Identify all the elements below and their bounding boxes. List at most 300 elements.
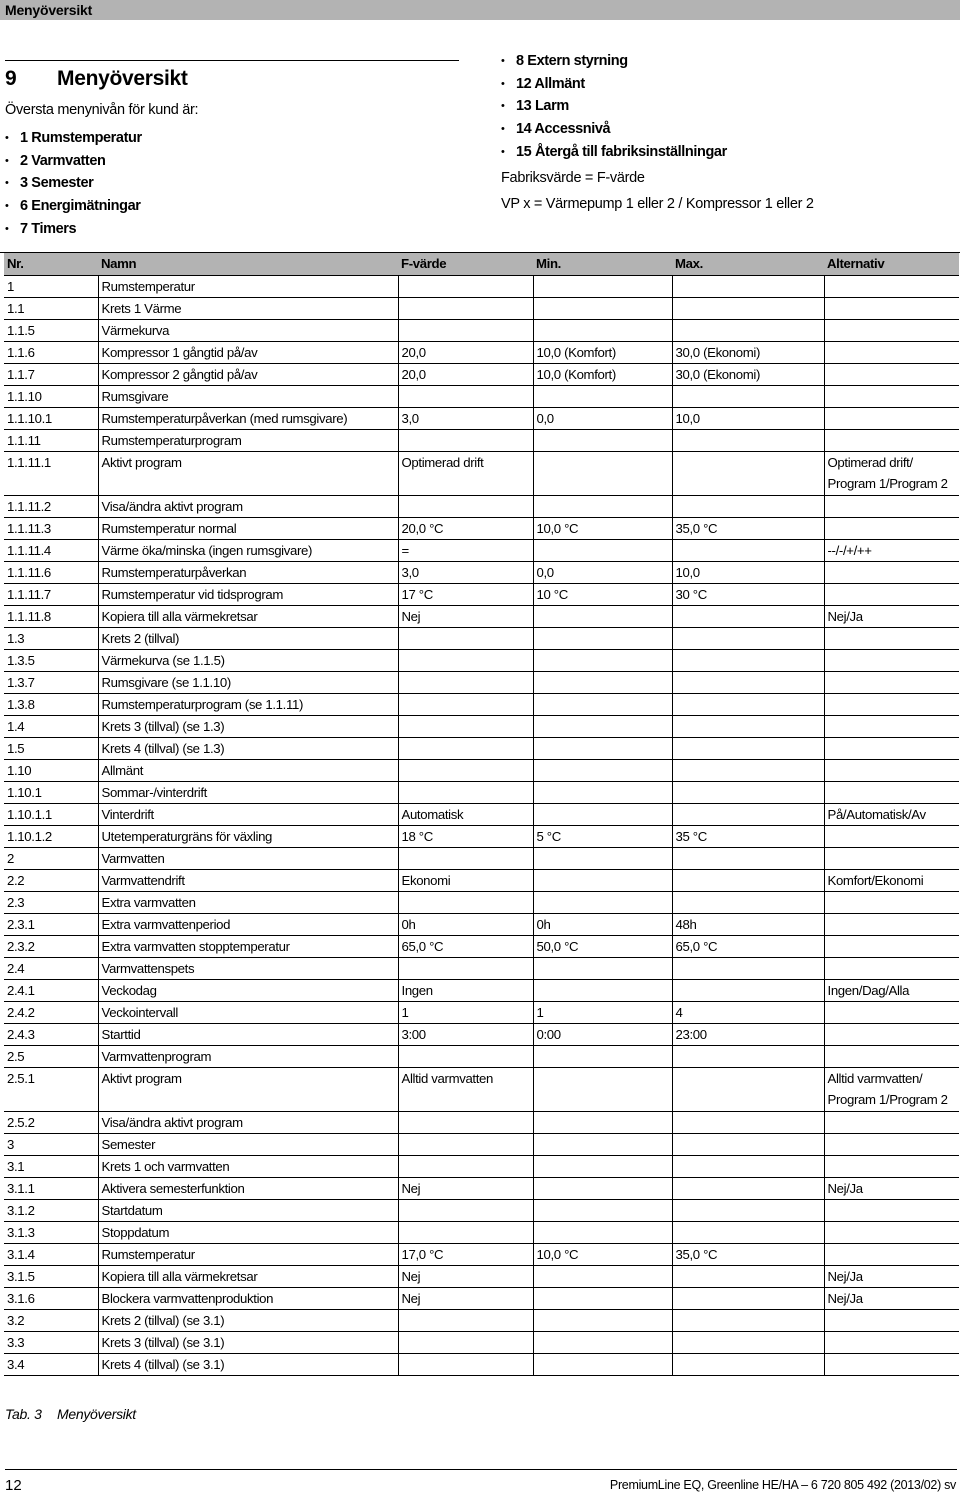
col-header-namn: Namn <box>98 253 398 276</box>
table-row <box>4 628 959 650</box>
cell-alternativ: Optimerad drift/ Program 1/Program 2 <box>824 452 959 496</box>
table-row <box>4 650 959 672</box>
cell-fvarde <box>398 738 533 760</box>
cell-max <box>672 1134 824 1156</box>
cell-max <box>672 958 824 980</box>
cell-max: 48h <box>672 914 824 936</box>
cell-nr: 1.1.11.2 <box>4 496 98 518</box>
cell-max <box>672 540 824 562</box>
col-header-min: Min. <box>533 253 672 276</box>
cell-namn: Värmekurva <box>98 320 398 342</box>
cell-fvarde <box>398 760 533 782</box>
menu-table <box>4 253 959 1376</box>
top-menu-list-right <box>501 50 727 163</box>
table-header-row <box>4 253 959 276</box>
table-row <box>4 584 959 606</box>
cell-max <box>672 694 824 716</box>
cell-min: 10,0 °C <box>533 1244 672 1266</box>
cell-max <box>672 1288 824 1310</box>
cell-max <box>672 782 824 804</box>
cell-min <box>533 716 672 738</box>
cell-alternativ <box>824 386 959 408</box>
cell-max <box>672 1046 824 1068</box>
cell-alternativ: Nej/Ja <box>824 1288 959 1310</box>
top-menu-left-item: • 3 Semester <box>5 172 142 195</box>
table-row <box>4 386 959 408</box>
cell-namn: Allmänt <box>98 760 398 782</box>
footer-rule <box>5 1469 957 1470</box>
cell-namn: Kompressor 2 gångtid på/av <box>98 364 398 386</box>
cell-min <box>533 1288 672 1310</box>
table-row <box>4 892 959 914</box>
cell-max: 30 °C <box>672 584 824 606</box>
cell-max: 35 °C <box>672 826 824 848</box>
cell-fvarde <box>398 1112 533 1134</box>
cell-fvarde: 17 °C <box>398 584 533 606</box>
cell-namn: Utetemperaturgräns för växling <box>98 826 398 848</box>
cell-max: 10,0 <box>672 408 824 430</box>
cell-namn: Semester <box>98 1134 398 1156</box>
cell-min <box>533 386 672 408</box>
cell-nr: 1.1.10.1 <box>4 408 98 430</box>
cell-max <box>672 298 824 320</box>
heading-rule-left <box>5 60 459 61</box>
cell-min <box>533 1156 672 1178</box>
top-menu-list-left <box>5 127 142 240</box>
cell-max <box>672 870 824 892</box>
cell-alternativ <box>824 694 959 716</box>
cell-min <box>533 1112 672 1134</box>
cell-max <box>672 1178 824 1200</box>
cell-nr: 3 <box>4 1134 98 1156</box>
cell-alternativ <box>824 1222 959 1244</box>
cell-fvarde: Nej <box>398 606 533 628</box>
cell-fvarde: 0h <box>398 914 533 936</box>
cell-namn: Värme öka/minska (ingen rumsgivare) <box>98 540 398 562</box>
cell-min <box>533 1134 672 1156</box>
cell-nr: 1.10.1.2 <box>4 826 98 848</box>
table-row <box>4 518 959 540</box>
cell-nr: 1.10 <box>4 760 98 782</box>
cell-namn: Krets 4 (tillval) (se 3.1) <box>98 1354 398 1376</box>
cell-alternativ <box>824 1332 959 1354</box>
table-row <box>4 1112 959 1134</box>
cell-namn: Rumsgivare <box>98 386 398 408</box>
cell-alternativ <box>824 936 959 958</box>
cell-min <box>533 628 672 650</box>
top-menu-right-item: • 13 Larm <box>501 95 727 118</box>
cell-nr: 1.10.1 <box>4 782 98 804</box>
cell-max <box>672 496 824 518</box>
cell-nr: 1.1.11.4 <box>4 540 98 562</box>
cell-namn: Extra varmvatten stopptemperatur <box>98 936 398 958</box>
cell-min: 0:00 <box>533 1024 672 1046</box>
cell-max <box>672 892 824 914</box>
cell-alternativ <box>824 518 959 540</box>
cell-nr: 1.1 <box>4 298 98 320</box>
cell-namn: Starttid <box>98 1024 398 1046</box>
table-row <box>4 1222 959 1244</box>
top-menu-left-item: • 7 Timers <box>5 218 142 241</box>
cell-alternativ <box>824 628 959 650</box>
cell-nr: 2.4.2 <box>4 1002 98 1024</box>
table-row <box>4 606 959 628</box>
cell-max <box>672 650 824 672</box>
table-row <box>4 914 959 936</box>
cell-fvarde <box>398 1046 533 1068</box>
cell-alternativ <box>824 1002 959 1024</box>
cell-fvarde <box>398 1310 533 1332</box>
cell-fvarde: 17,0 °C <box>398 1244 533 1266</box>
cell-fvarde <box>398 848 533 870</box>
table-row <box>4 408 959 430</box>
cell-min <box>533 694 672 716</box>
table-row <box>4 562 959 584</box>
cell-max: 35,0 °C <box>672 518 824 540</box>
cell-nr: 1.3.5 <box>4 650 98 672</box>
cell-alternativ: Komfort/Ekonomi <box>824 870 959 892</box>
cell-min <box>533 298 672 320</box>
cell-namn: Extra varmvattenperiod <box>98 914 398 936</box>
cell-alternativ <box>824 738 959 760</box>
cell-alternativ <box>824 584 959 606</box>
cell-namn: Blockera varmvattenproduktion <box>98 1288 398 1310</box>
cell-max <box>672 1112 824 1134</box>
cell-nr: 2.3.2 <box>4 936 98 958</box>
table-row <box>4 716 959 738</box>
cell-alternativ <box>824 892 959 914</box>
cell-alternativ <box>824 1354 959 1376</box>
cell-min: 5 °C <box>533 826 672 848</box>
cell-namn: Veckodag <box>98 980 398 1002</box>
cell-nr: 1.5 <box>4 738 98 760</box>
cell-namn: Aktivt program <box>98 1068 398 1112</box>
cell-namn: Krets 3 (tillval) (se 1.3) <box>98 716 398 738</box>
cell-max <box>672 738 824 760</box>
page-header: Menyöversikt <box>0 0 960 20</box>
table-row <box>4 980 959 1002</box>
cell-nr: 1 <box>4 276 98 298</box>
cell-alternativ <box>824 1244 959 1266</box>
cell-namn: Kompressor 1 gångtid på/av <box>98 342 398 364</box>
cell-min <box>533 430 672 452</box>
cell-min <box>533 1332 672 1354</box>
cell-max <box>672 804 824 826</box>
top-menu-left-item: • 6 Energimätningar <box>5 195 142 218</box>
cell-min: 0h <box>533 914 672 936</box>
cell-fvarde <box>398 430 533 452</box>
cell-namn: Rumstemperatur vid tidsprogram <box>98 584 398 606</box>
cell-fvarde: Automatisk <box>398 804 533 826</box>
cell-alternativ: Ingen/Dag/Alla <box>824 980 959 1002</box>
cell-fvarde <box>398 298 533 320</box>
cell-namn: Krets 2 (tillval) (se 3.1) <box>98 1310 398 1332</box>
caption-text: Menyöversikt <box>57 1406 136 1422</box>
cell-max <box>672 716 824 738</box>
cell-min <box>533 870 672 892</box>
cell-nr: 1.1.5 <box>4 320 98 342</box>
cell-nr: 2.5.1 <box>4 1068 98 1112</box>
cell-min: 0,0 <box>533 408 672 430</box>
table-row <box>4 760 959 782</box>
cell-min: 10,0 (Komfort) <box>533 342 672 364</box>
cell-nr: 3.1.3 <box>4 1222 98 1244</box>
cell-min <box>533 650 672 672</box>
cell-min: 10,0 (Komfort) <box>533 364 672 386</box>
table-row <box>4 804 959 826</box>
cell-alternativ <box>824 848 959 870</box>
table-row <box>4 430 959 452</box>
table-row <box>4 694 959 716</box>
cell-fvarde: = <box>398 540 533 562</box>
cell-namn: Varmvattenspets <box>98 958 398 980</box>
cell-alternativ: På/Automatisk/Av <box>824 804 959 826</box>
table-row <box>4 672 959 694</box>
table-row <box>4 364 959 386</box>
cell-nr: 1.10.1.1 <box>4 804 98 826</box>
cell-fvarde <box>398 628 533 650</box>
cell-min: 10,0 °C <box>533 518 672 540</box>
cell-namn: Varmvattendrift <box>98 870 398 892</box>
cell-nr: 2.3.1 <box>4 914 98 936</box>
table-caption <box>5 1406 136 1422</box>
cell-alternativ <box>824 408 959 430</box>
cell-namn: Aktivera semesterfunktion <box>98 1178 398 1200</box>
cell-alternativ: --/-/+/++ <box>824 540 959 562</box>
cell-min <box>533 1266 672 1288</box>
col-header-max: Max. <box>672 253 824 276</box>
cell-nr: 1.1.11.8 <box>4 606 98 628</box>
table-row <box>4 1046 959 1068</box>
cell-namn: Rumstemperatur <box>98 1244 398 1266</box>
cell-namn: Krets 4 (tillval) (se 1.3) <box>98 738 398 760</box>
cell-max <box>672 606 824 628</box>
cell-fvarde <box>398 782 533 804</box>
table-row <box>4 848 959 870</box>
cell-fvarde: Nej <box>398 1288 533 1310</box>
cell-namn: Rumstemperaturprogram (se 1.1.11) <box>98 694 398 716</box>
cell-alternativ <box>824 430 959 452</box>
cell-alternativ <box>824 672 959 694</box>
cell-max <box>672 1200 824 1222</box>
cell-min <box>533 1178 672 1200</box>
cell-nr: 3.1 <box>4 1156 98 1178</box>
cell-min <box>533 672 672 694</box>
cell-nr: 3.4 <box>4 1354 98 1376</box>
cell-alternativ <box>824 276 959 298</box>
cell-min <box>533 276 672 298</box>
caption-label: Tab. 3 <box>5 1406 42 1422</box>
cell-alternativ: Nej/Ja <box>824 606 959 628</box>
cell-alternativ <box>824 298 959 320</box>
table-row <box>4 496 959 518</box>
cell-alternativ: Nej/Ja <box>824 1266 959 1288</box>
top-menu-right-item: • 8 Extern styrning <box>501 50 727 73</box>
cell-min <box>533 496 672 518</box>
cell-min: 0,0 <box>533 562 672 584</box>
cell-max: 23:00 <box>672 1024 824 1046</box>
cell-min <box>533 1222 672 1244</box>
cell-alternativ <box>824 826 959 848</box>
cell-max <box>672 1156 824 1178</box>
cell-max: 30,0 (Ekonomi) <box>672 364 824 386</box>
cell-namn: Kopiera till alla värmekretsar <box>98 606 398 628</box>
cell-min: 10 °C <box>533 584 672 606</box>
cell-alternativ <box>824 496 959 518</box>
cell-max: 65,0 °C <box>672 936 824 958</box>
cell-min <box>533 892 672 914</box>
cell-nr: 2.4.1 <box>4 980 98 1002</box>
cell-nr: 3.1.4 <box>4 1244 98 1266</box>
col-header-nr: Nr. <box>4 253 98 276</box>
cell-max <box>672 980 824 1002</box>
cell-alternativ <box>824 364 959 386</box>
cell-fvarde <box>398 958 533 980</box>
cell-nr: 3.1.5 <box>4 1266 98 1288</box>
cell-fvarde: 3,0 <box>398 408 533 430</box>
table-row <box>4 298 959 320</box>
cell-nr: 3.1.1 <box>4 1178 98 1200</box>
table-row <box>4 1002 959 1024</box>
cell-max <box>672 760 824 782</box>
cell-min <box>533 738 672 760</box>
cell-fvarde: 3:00 <box>398 1024 533 1046</box>
cell-max <box>672 628 824 650</box>
cell-max <box>672 1310 824 1332</box>
cell-fvarde <box>398 892 533 914</box>
cell-namn: Visa/ändra aktivt program <box>98 496 398 518</box>
cell-max: 30,0 (Ekonomi) <box>672 342 824 364</box>
table-row <box>4 782 959 804</box>
table-row <box>4 320 959 342</box>
cell-fvarde: 18 °C <box>398 826 533 848</box>
cell-alternativ <box>824 1024 959 1046</box>
cell-nr: 3.1.6 <box>4 1288 98 1310</box>
cell-fvarde: Nej <box>398 1266 533 1288</box>
cell-min <box>533 1068 672 1112</box>
cell-min <box>533 1354 672 1376</box>
cell-alternativ: Alltid varmvatten/ Program 1/Program 2 <box>824 1068 959 1112</box>
cell-nr: 1.1.11.6 <box>4 562 98 584</box>
cell-max <box>672 386 824 408</box>
cell-alternativ <box>824 342 959 364</box>
cell-nr: 2.4 <box>4 958 98 980</box>
table-row <box>4 870 959 892</box>
cell-alternativ <box>824 1156 959 1178</box>
cell-namn: Krets 1 Värme <box>98 298 398 320</box>
cell-max: 35,0 °C <box>672 1244 824 1266</box>
table-row <box>4 540 959 562</box>
cell-namn: Krets 1 och varmvatten <box>98 1156 398 1178</box>
cell-fvarde <box>398 716 533 738</box>
cell-nr: 2 <box>4 848 98 870</box>
cell-nr: 2.5 <box>4 1046 98 1068</box>
cell-alternativ: Nej/Ja <box>824 1178 959 1200</box>
cell-fvarde <box>398 320 533 342</box>
cell-alternativ <box>824 716 959 738</box>
cell-nr: 1.1.10 <box>4 386 98 408</box>
cell-fvarde <box>398 386 533 408</box>
cell-nr: 1.1.6 <box>4 342 98 364</box>
cell-max <box>672 672 824 694</box>
chapter-title: Menyöversikt <box>57 67 188 90</box>
cell-namn: Kopiera till alla värmekretsar <box>98 1266 398 1288</box>
cell-namn: Rumstemperaturprogram <box>98 430 398 452</box>
cell-alternativ <box>824 320 959 342</box>
cell-fvarde: Optimerad drift <box>398 452 533 496</box>
cell-fvarde <box>398 276 533 298</box>
table-row <box>4 1244 959 1266</box>
table-row <box>4 1068 959 1112</box>
cell-fvarde: 3,0 <box>398 562 533 584</box>
top-menu-left-item: • 2 Varmvatten <box>5 150 142 173</box>
cell-alternativ <box>824 1112 959 1134</box>
cell-max <box>672 452 824 496</box>
cell-min: 1 <box>533 1002 672 1024</box>
cell-alternativ <box>824 914 959 936</box>
table-row <box>4 1288 959 1310</box>
cell-min <box>533 848 672 870</box>
cell-nr: 2.2 <box>4 870 98 892</box>
cell-namn: Krets 3 (tillval) (se 3.1) <box>98 1332 398 1354</box>
table-row <box>4 936 959 958</box>
cell-nr: 2.4.3 <box>4 1024 98 1046</box>
cell-namn: Stoppdatum <box>98 1222 398 1244</box>
cell-nr: 1.3.7 <box>4 672 98 694</box>
cell-max: 10,0 <box>672 562 824 584</box>
cell-nr: 1.1.11.3 <box>4 518 98 540</box>
cell-namn: Varmvattenprogram <box>98 1046 398 1068</box>
table-row <box>4 1024 959 1046</box>
top-menu-left-item: • 1 Rumstemperatur <box>5 127 142 150</box>
cell-namn: Startdatum <box>98 1200 398 1222</box>
cell-namn: Krets 2 (tillval) <box>98 628 398 650</box>
cell-fvarde <box>398 1332 533 1354</box>
cell-nr: 1.1.11.7 <box>4 584 98 606</box>
footer-text: PremiumLine EQ, Greenline HE/HA – 6 720 805 492 (2013/02) sv <box>609 1478 956 1492</box>
cell-alternativ <box>824 782 959 804</box>
cell-fvarde: Nej <box>398 1178 533 1200</box>
top-menu-right-item: • 12 Allmänt <box>501 73 727 96</box>
cell-min <box>533 1310 672 1332</box>
cell-min <box>533 320 672 342</box>
cell-fvarde: 20,0 <box>398 364 533 386</box>
cell-namn: Värmekurva (se 1.1.5) <box>98 650 398 672</box>
cell-min <box>533 1200 672 1222</box>
cell-min: 50,0 °C <box>533 936 672 958</box>
cell-fvarde <box>398 1200 533 1222</box>
page-number: 12 <box>5 1477 22 1494</box>
cell-nr: 3.2 <box>4 1310 98 1332</box>
cell-fvarde: 65,0 °C <box>398 936 533 958</box>
cell-alternativ <box>824 1310 959 1332</box>
cell-namn: Rumsgivare (se 1.1.10) <box>98 672 398 694</box>
cell-min <box>533 782 672 804</box>
cell-fvarde <box>398 496 533 518</box>
cell-fvarde <box>398 1354 533 1376</box>
cell-fvarde: 20,0 °C <box>398 518 533 540</box>
cell-max <box>672 1068 824 1112</box>
table-row <box>4 452 959 496</box>
cell-alternativ <box>824 1200 959 1222</box>
cell-max: 4 <box>672 1002 824 1024</box>
cell-alternativ <box>824 760 959 782</box>
cell-min <box>533 980 672 1002</box>
cell-namn: Vinterdrift <box>98 804 398 826</box>
cell-namn: Sommar-/vinterdrift <box>98 782 398 804</box>
cell-fvarde <box>398 694 533 716</box>
cell-nr: 1.3 <box>4 628 98 650</box>
